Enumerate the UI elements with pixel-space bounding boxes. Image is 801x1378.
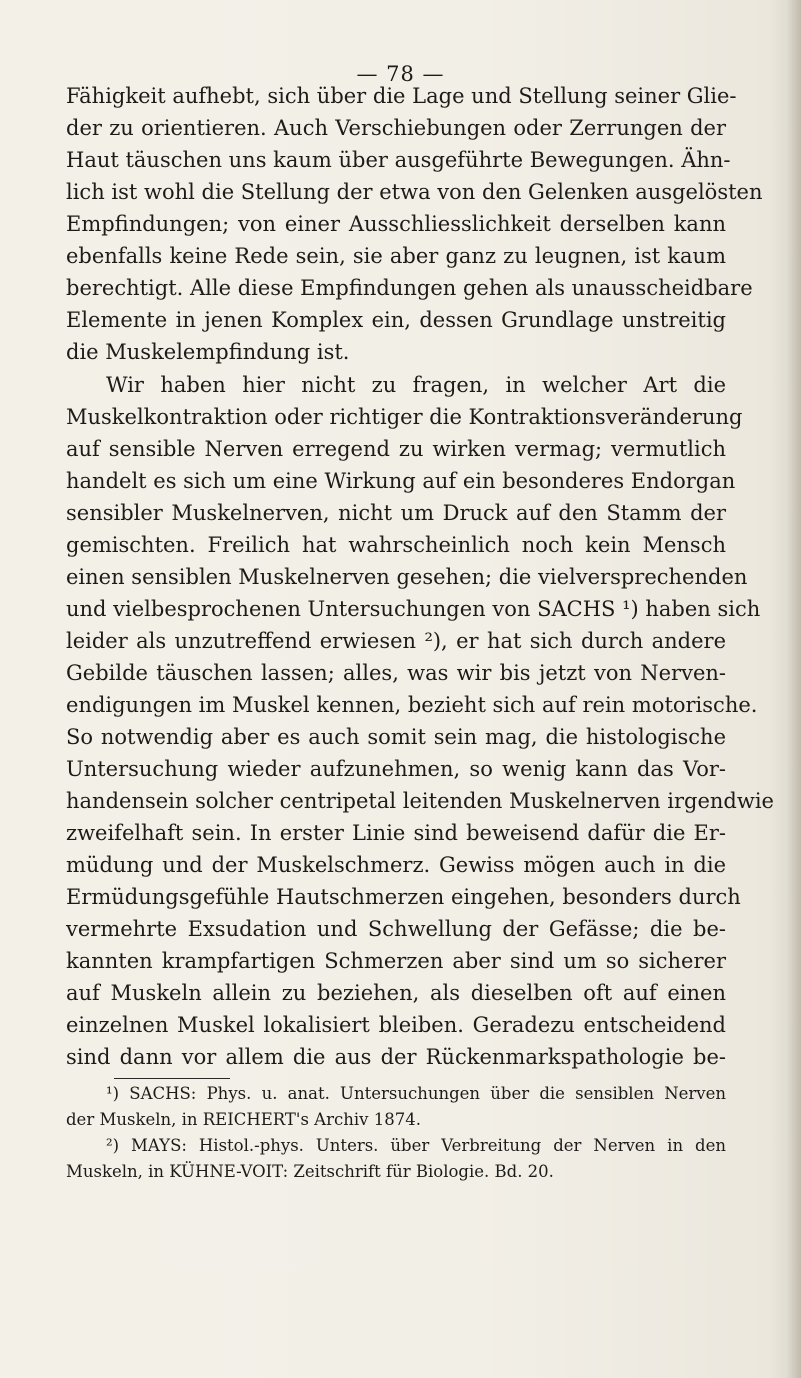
text-line: leider als unzutreffend erwiesen ²), er hat sich durch andere (66, 629, 726, 653)
text-line: Haut täuschen uns kaum über ausgeführte Bewegungen. Ähn- (66, 148, 731, 172)
text-line: gemischten. Freilich hat wahrscheinlich noch kein Mensch (66, 533, 726, 557)
text-line: müdung und der Muskelschmerz. Gewiss mögen auch in die (66, 853, 726, 877)
text-line: Gebilde täuschen lassen; alles, was wir bis jetzt von Nerven- (66, 661, 726, 685)
text-line: lich ist wohl die Stellung der etwa von den Gelenken ausgelösten (66, 180, 763, 204)
footnote-divider (114, 1078, 230, 1079)
text-line: kannten krampfartigen Schmerzen aber sind um so sicherer (66, 949, 726, 973)
text-line: handensein solcher centripetal leitenden Muskelnerven irgendwie (66, 789, 774, 813)
text-line: Muskelkontraktion oder richtiger die Kontraktionsveränderung (66, 405, 743, 429)
page-edge-shadow (787, 0, 801, 1378)
text-line: sind dann vor allem die aus der Rückenmarkspathologie be- (66, 1045, 726, 1069)
text-line: einen sensiblen Muskelnerven gesehen; die vielversprechenden (66, 565, 748, 589)
text-line: Fähigkeit aufhebt, sich über die Lage und Stellung seiner Glie- (66, 84, 737, 108)
footnote-1-continued: der Muskeln, in REICHERT's Archiv 1874. (66, 1110, 421, 1129)
paragraph-first-line: Wir haben hier nicht zu fragen, in welcher Art die (106, 373, 726, 397)
page-number: — 78 — (356, 62, 445, 86)
text-line: handelt es sich um eine Wirkung auf ein besonderes Endorgan (66, 469, 736, 493)
text-line: Untersuchung wieder aufzunehmen, so wenig kann das Vor- (66, 757, 726, 781)
text-line: Empfindungen; von einer Ausschliesslichkeit derselben kann (66, 212, 726, 236)
text-line: So notwendig aber es auch somit sein mag, die histologische (66, 725, 726, 749)
text-line: ebenfalls keine Rede sein, sie aber ganz zu leugnen, ist kaum (66, 244, 726, 268)
text-line: vermehrte Exsudation und Schwellung der Gefässe; die be- (66, 917, 726, 941)
text-line: und vielbesprochenen Untersuchungen von SACHS ¹) haben sich (66, 597, 761, 621)
footnote-1: ¹) SACHS: Phys. u. anat. Untersuchungen über die sensiblen Nerven (106, 1084, 726, 1103)
text-line: der zu orientieren. Auch Verschiebungen oder Zerrungen der (66, 116, 726, 140)
text-line: endigungen im Muskel kennen, bezieht sich auf rein motorische. (66, 693, 758, 717)
text-line: zweifelhaft sein. In erster Linie sind beweisend dafür die Er- (66, 821, 726, 845)
text-line: auf Muskeln allein zu beziehen, als dieselben oft auf einen (66, 981, 726, 1005)
text-line: auf sensible Nerven erregend zu wirken vermag; vermutlich (66, 437, 726, 461)
text-line: berechtigt. Alle diese Empfindungen gehen als unausscheidbare (66, 276, 753, 300)
text-line: Ermüdungsgefühle Hautschmerzen eingehen, besonders durch (66, 885, 741, 909)
footnote-2: ²) MAYS: Histol.-phys. Unters. über Verbreitung der Nerven in den (106, 1136, 726, 1155)
footnote-2-continued: Muskeln, in KÜHNE-VOIT: Zeitschrift für Biologie. Bd. 20. (66, 1162, 554, 1181)
text-line: einzelnen Muskel lokalisiert bleiben. Geradezu entscheidend (66, 1013, 726, 1037)
text-line: die Muskelempfindung ist. (66, 340, 350, 364)
text-line: Elemente in jenen Komplex ein, dessen Grundlage unstreitig (66, 308, 726, 332)
text-line: sensibler Muskelnerven, nicht um Druck auf den Stamm der (66, 501, 726, 525)
